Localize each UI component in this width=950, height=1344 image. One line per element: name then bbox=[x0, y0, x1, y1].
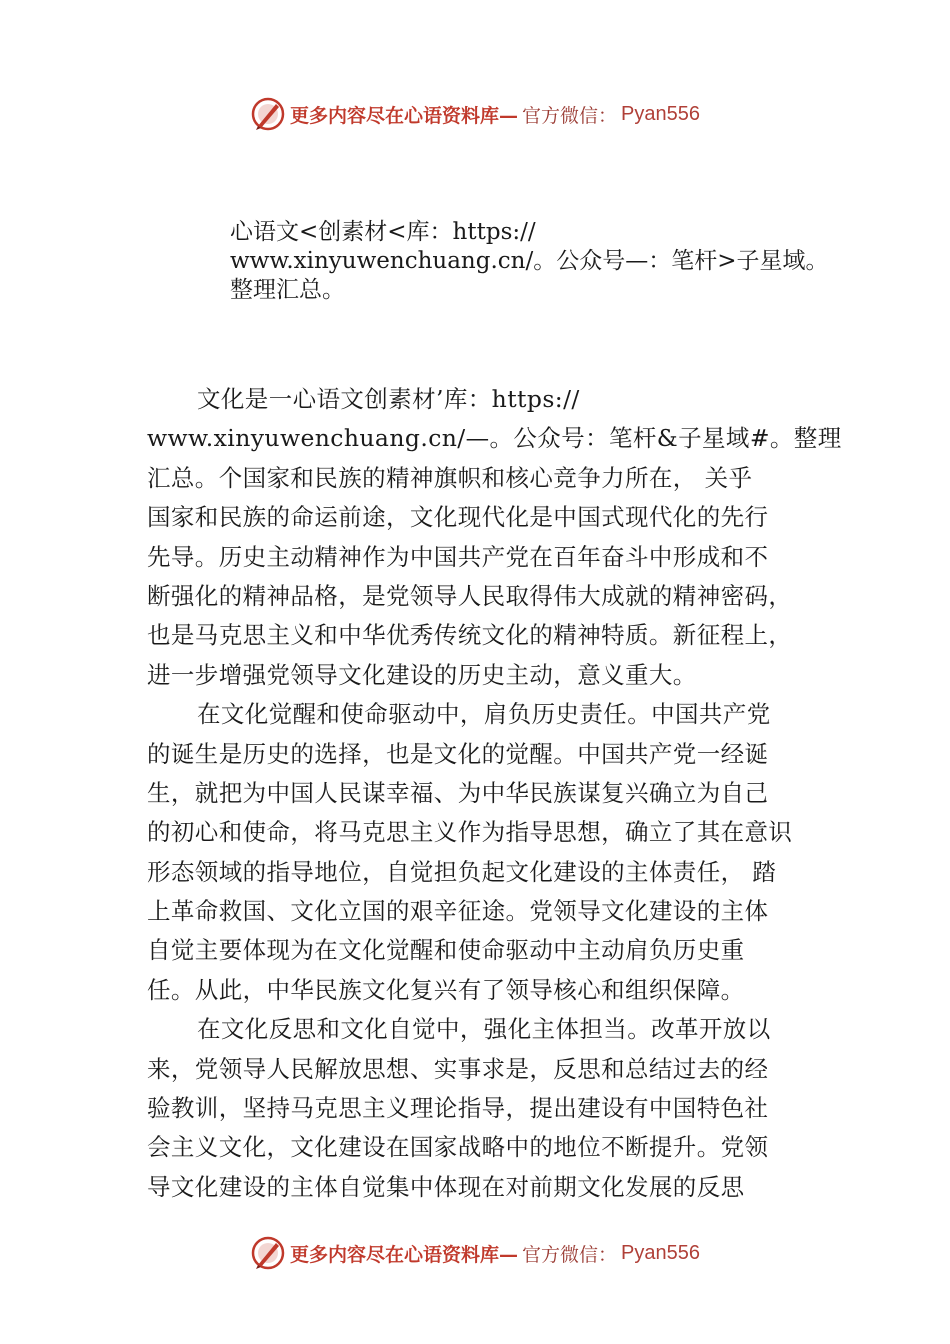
article-body bbox=[147, 380, 842, 1207]
body-line: 上革命救国、文化立国的艰辛征途。党领导文化建设的主体 bbox=[147, 897, 769, 926]
footer-banner bbox=[0, 1233, 950, 1273]
body-line: 汇总。个国家和民族的精神旗帜和核心竞争力所在， 关乎 bbox=[147, 463, 753, 492]
banner-wechat-id: Pyan556 bbox=[621, 102, 700, 125]
body-line: 也是马克思主义和中华优秀传统文化的精神特质。新征程上， bbox=[147, 621, 793, 650]
body-line: 在文化觉醒和使命驱动中，肩负历史责任。中国共产党 bbox=[197, 700, 771, 729]
body-line: 文化是一心语文创素材’库：https:// bbox=[197, 385, 580, 413]
body-line: 导文化建设的主体自觉集中体现在对前期文化发展的反思 bbox=[147, 1172, 745, 1201]
body-line: 在文化反思和文化自觉中，强化主体担当。改革开放以 bbox=[197, 1015, 771, 1044]
body-line: 生，就把为中国人民谋幸福、为中华民族谋复兴确立为自己 bbox=[147, 778, 769, 807]
banner-text: 更多内容尽在心语资料库— bbox=[290, 1243, 519, 1266]
body-line: 进一步增强党领导文化建设的历史主动，意义重大。 bbox=[147, 660, 697, 689]
body-line: 任。从此，中华民族文化复兴有了领导核心和组织保障。 bbox=[147, 975, 745, 1004]
body-line: 来，党领导人民解放思想、实事求是，反思和总结过去的经 bbox=[147, 1054, 769, 1083]
body-line: 形态领域的指导地位，自觉担负起文化建设的主体责任， 踏 bbox=[147, 857, 777, 886]
body-line: 的诞生是历史的选择，也是文化的觉醒。中国共产党一经诞 bbox=[147, 739, 769, 768]
body-line: 的初心和使命，将马克思主义作为指导思想，确立了其在意识 bbox=[147, 818, 793, 847]
banner-wechat-label: 官方微信： bbox=[522, 104, 618, 127]
notice-line: www.xinyuwenchuang.cn/。公众号—：笔杆>子星域。 bbox=[230, 248, 829, 274]
pen-logo-icon bbox=[250, 1235, 286, 1271]
pen-logo-icon bbox=[250, 96, 286, 132]
header-banner bbox=[0, 94, 950, 134]
source-notice bbox=[230, 218, 830, 305]
notice-line: 整理汇总。 bbox=[230, 277, 345, 303]
notice-line: 心语文<创素材<库：https:// bbox=[230, 219, 536, 245]
body-line: 先导。历史主动精神作为中国共产党在百年奋斗中形成和不 bbox=[147, 542, 769, 571]
banner-wechat-label: 官方微信： bbox=[522, 1243, 618, 1266]
banner-wechat-id: Pyan556 bbox=[621, 1241, 700, 1264]
body-line: 自觉主要体现为在文化觉醒和使命驱动中主动肩负历史重 bbox=[147, 936, 745, 965]
banner-text: 更多内容尽在心语资料库— bbox=[290, 104, 519, 127]
body-line: www.xinyuwenchuang.cn/—。公众号：笔杆&子星域#。整理 bbox=[147, 424, 842, 453]
body-line: 断强化的精神品格，是党领导人民取得伟大成就的精神密码， bbox=[147, 581, 793, 610]
body-line: 会主义文化，文化建设在国家战略中的地位不断提升。党领 bbox=[147, 1133, 769, 1162]
body-line: 国家和民族的命运前途，文化现代化是中国式现代化的先行 bbox=[147, 503, 769, 532]
body-line: 验教训，坚持马克思主义理论指导，提出建设有中国特色社 bbox=[147, 1094, 769, 1123]
